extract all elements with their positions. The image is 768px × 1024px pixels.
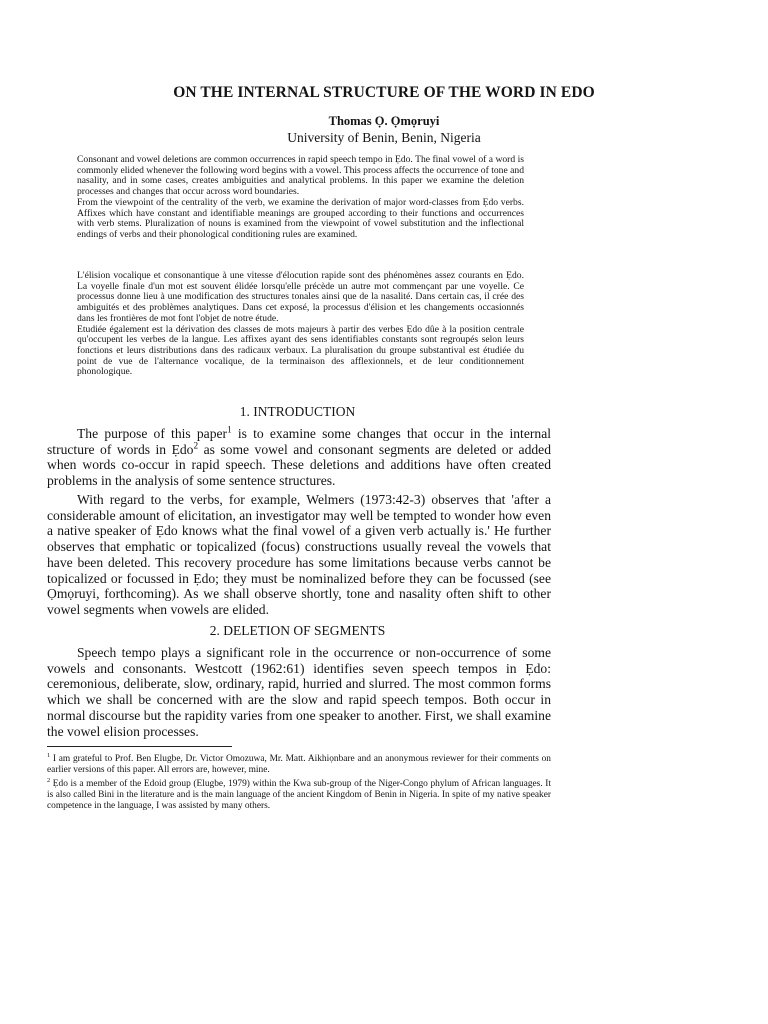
section-heading-introduction: 1. INTRODUCTION <box>239 404 356 419</box>
footnote-ref: 1 <box>227 424 232 435</box>
footnote <box>47 776 551 812</box>
footnotes <box>47 751 551 815</box>
section-heading-deletion: 2. DELETION OF SEGMENTS <box>209 623 386 638</box>
abstract-en-paragraph: Consonant and vowel deletions are common occurrences in rapid speech tempo in Ẹdo. The final vowel of a word is commonly elided whenever the following word begins with a vowel. This process affects the occurrence of tone and nasality, and in some cases, creates ambiguities and analytical problems. In this paper we examine the deletion processes and changes that occur across word boundaries. <box>77 154 524 198</box>
body-paragraph: With regard to the verbs, for example, Welmers (1973:42-3) observes that 'after a considerable amount of elicitation, an investigator may well be tempted to wonder how even a native speaker of Ẹdo knows what the final vowel of a given verb actually is.' He further observes that emphatic or topicalized (focus) constructions usually reveal the vowels that have been deleted. This recovery procedure has some limitations because verbs cannot be topicalized or focussed in Ẹdo; they must be nominalized before they can be focussed (see Ọmọruyi, forthcoming). As we shall observe shortly, tone and nasality often shift to other vowel segments when vowels are elided. <box>47 492 551 617</box>
footnote-mark: 1 <box>47 751 51 759</box>
abstract-french <box>77 271 524 378</box>
text-run: The purpose of this paper <box>77 426 228 441</box>
footnote-divider <box>47 746 232 747</box>
text-run: is to examine some changes that occur in the internal structure of words in Ẹdo <box>47 426 551 457</box>
abstract-en-paragraph: From the viewpoint of the centrality of the verb, we examine the derivation of major word-classes from Ẹdo verbs. Affixes which have constant and identifiable meanings are grouped according to their functions and occurrences with verb stems. Pluralization of nouns is examined from the viewpoint of vowel substitution and the inflectional endings of verbs and their phonological conditioning rules are examined. <box>77 196 524 240</box>
abstract-fr-paragraph: Etudiée également est la dérivation des classes de mots majeurs à partir des verbes Ẹdo dûe à la position centrale qu'occupent les verbes de la langue. Les affixes ayant des sens identifiables constants sont regroupés selon leurs fonctions et leurs distributions dans des radicaux verbaux. La pluralisation du groupe substantival est étudiée du point de vue de l'alternance vocalique, de la terminaison des afflexionnels, et de leur conditionnement phonologique. <box>77 323 524 378</box>
footnote-ref: 2 <box>193 440 199 451</box>
abstract-english <box>77 155 524 241</box>
footnote-text: Ẹdo is a member of the Edoid group (Elugbe, 1979) within the Kwa sub-group of the Niger-Congo phylum of African languages. It is also called Bini in the literature and is the main language of the ancient Kingdom of Benin in Nigeria. In spite of my native speaker competence in the language, I was assisted by many others. <box>47 779 551 811</box>
footnote-text: I am grateful to Prof. Ben Elugbe, Dr. Victor Omozuwa, Mr. Matt. Aikhiọnbare and an anonymous reviewer for their comments on earlier versions of this paper. All errors are, however, mine. <box>47 754 551 775</box>
author-affiliation: University of Benin, Benin, Nigeria <box>287 130 481 145</box>
footnote <box>47 751 551 776</box>
abstract-fr-paragraph: L'élision vocalique et consonantique à une vitesse d'élocution rapide sont des phénomènes assez courants en Ẹdo. La voyelle finale d'un mot est souvent élidée lorsqu'elle précède un autre mot commençant par une voyelle. Ce processus donne lieu à une modification des structures tonales ainsi que de la nasalité. Dans certain cas, il crée des ambiguités et des problèmes analytiques. Dans cet exposé, la processus d'élision et les changements occasionnés dans les frontières de mot font l'objet de notre étude. <box>77 270 524 324</box>
body-paragraph <box>47 426 551 489</box>
paper-title: ON THE INTERNAL STRUCTURE OF THE WORD IN EDO <box>173 84 595 101</box>
introduction-paragraph <box>47 426 551 489</box>
author-name: Thomas Ọ. Ọmọruyi <box>328 114 440 128</box>
text-run: as some vowel and consonant segments are deleted or added when words co-occur in rapid speech. These deletions and additions have often created problems in the analysis of some sentence structures. <box>47 441 551 489</box>
body-paragraph: Speech tempo plays a significant role in the occurrence or non-occurrence of some vowels and consonants. Westcott (1962:61) identifies seven speech tempos in Ẹdo: ceremonious, deliberate, slow, ordinary, rapid, hurried and slurred. The most common forms which we shall be concerned with are the slow and rapid speech tempos. Both occur in normal discourse but the rapidity varies from one speaker to another. First, we shall examine the vowel elision processes. <box>47 645 551 739</box>
deletion-paragraph <box>47 645 551 739</box>
introduction-paragraph <box>47 492 551 618</box>
footnote-mark: 2 <box>47 776 51 784</box>
